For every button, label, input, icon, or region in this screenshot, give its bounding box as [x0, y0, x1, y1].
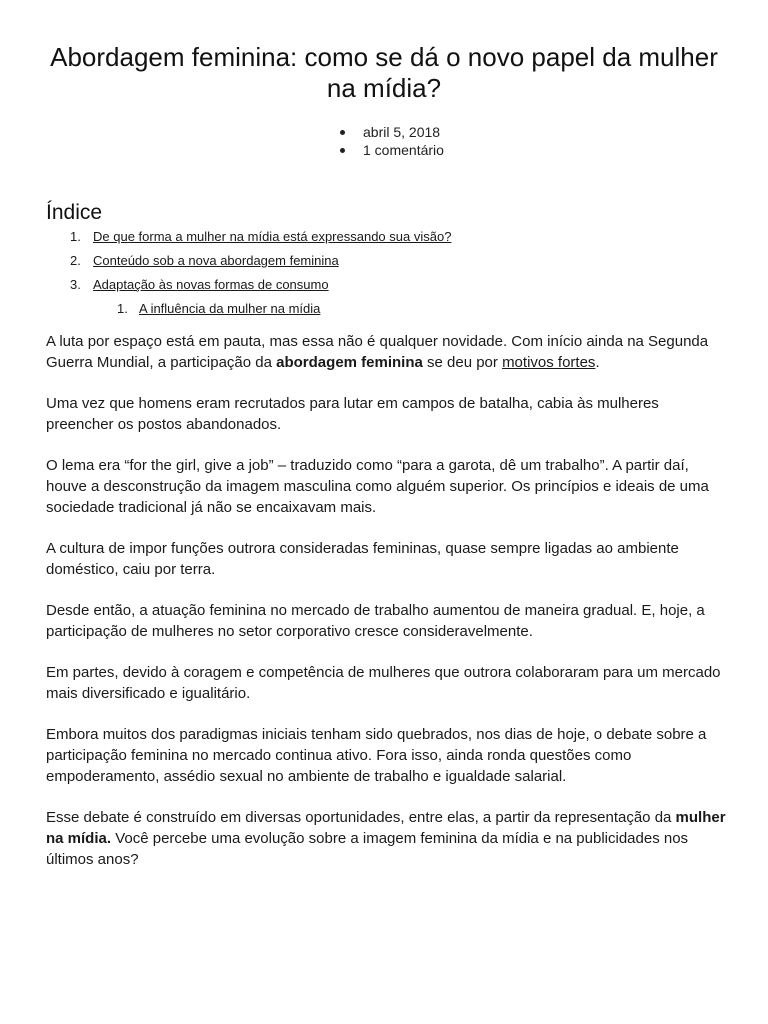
paragraph — [46, 807, 726, 870]
article-title: Abordagem feminina: como se dá o novo papel da mulher na mídia? — [50, 42, 718, 103]
toc-subitem-number: 1. — [117, 301, 128, 316]
paragraph-text: Você percebe uma evolução sobre a imagem feminina da mídia e na publicidades nos últimos anos? — [46, 830, 689, 868]
toc-heading: Índice — [46, 201, 103, 224]
paragraph-text: se deu por — [422, 354, 503, 371]
paragraph: Em partes, devido à coragem e competência de mulheres que outrora colaboraram para um mercado mais diversificado e igualitário. — [46, 664, 721, 702]
paragraph-text: . — [595, 354, 600, 371]
paragraph: Embora muitos dos paradigmas iniciais tenham sido quebrados, nos dias de hoje, o debate sobre a participação feminina no mercado continua ativo. Fora isso, ainda ronda questões como empoderamento, assédio sexual no ambiente de trabalho e igualdade salarial. — [46, 726, 707, 785]
motivos-fortes-link[interactable]: motivos fortes — [502, 354, 596, 371]
paragraph: Desde então, a atuação feminina no mercado de trabalho aumentou de maneira gradual. E, hoje, a participação de mulheres no setor corporativo cresce consideravelmente. — [46, 602, 705, 640]
article-comments-count[interactable]: 1 comentário — [340, 141, 444, 159]
toc-link-visao[interactable]: De que forma a mulher na mídia está expressando sua visão? — [93, 229, 452, 244]
toc-item-number: 2. — [70, 253, 81, 268]
toc-link-influencia[interactable]: A influência da mulher na mídia — [139, 301, 321, 316]
paragraph: O lema era “for the girl, give a job” – traduzido como “para a garota, dê um trabalho”. A partir daí, houve a desconstrução da imagem masculina como alguém superior. Os princípios e ideais de uma sociedade tradicional já não se encaixavam mais. — [46, 457, 709, 516]
paragraph-text: Esse debate é construído em diversas oportunidades, entre elas, a partir da representação da — [46, 809, 676, 826]
paragraph — [46, 331, 726, 373]
toc-item-number: 1. — [70, 229, 81, 244]
toc-item-number: 3. — [70, 277, 81, 292]
article-meta — [340, 123, 444, 159]
article-date: abril 5, 2018 — [340, 123, 444, 141]
paragraph: Uma vez que homens eram recrutados para lutar em campos de batalha, cabia às mulheres preencher os postos abandonados. — [46, 395, 659, 433]
toc-link-conteudo[interactable]: Conteúdo sob a nova abordagem feminina — [93, 253, 339, 268]
bold-text: abordagem feminina — [276, 354, 423, 371]
toc-link-adaptacao[interactable]: Adaptação às novas formas de consumo — [93, 277, 329, 292]
bold-text: mulher na mídia. — [46, 809, 726, 847]
paragraph: A cultura de impor funções outrora consideradas femininas, quase sempre ligadas ao ambiente doméstico, caiu por terra. — [46, 540, 679, 578]
paragraph-text: A luta por espaço está em pauta, mas essa não é qualquer novidade. Com início ainda na Segunda Guerra Mundial, a participação da — [46, 333, 709, 371]
article-body — [46, 331, 726, 890]
